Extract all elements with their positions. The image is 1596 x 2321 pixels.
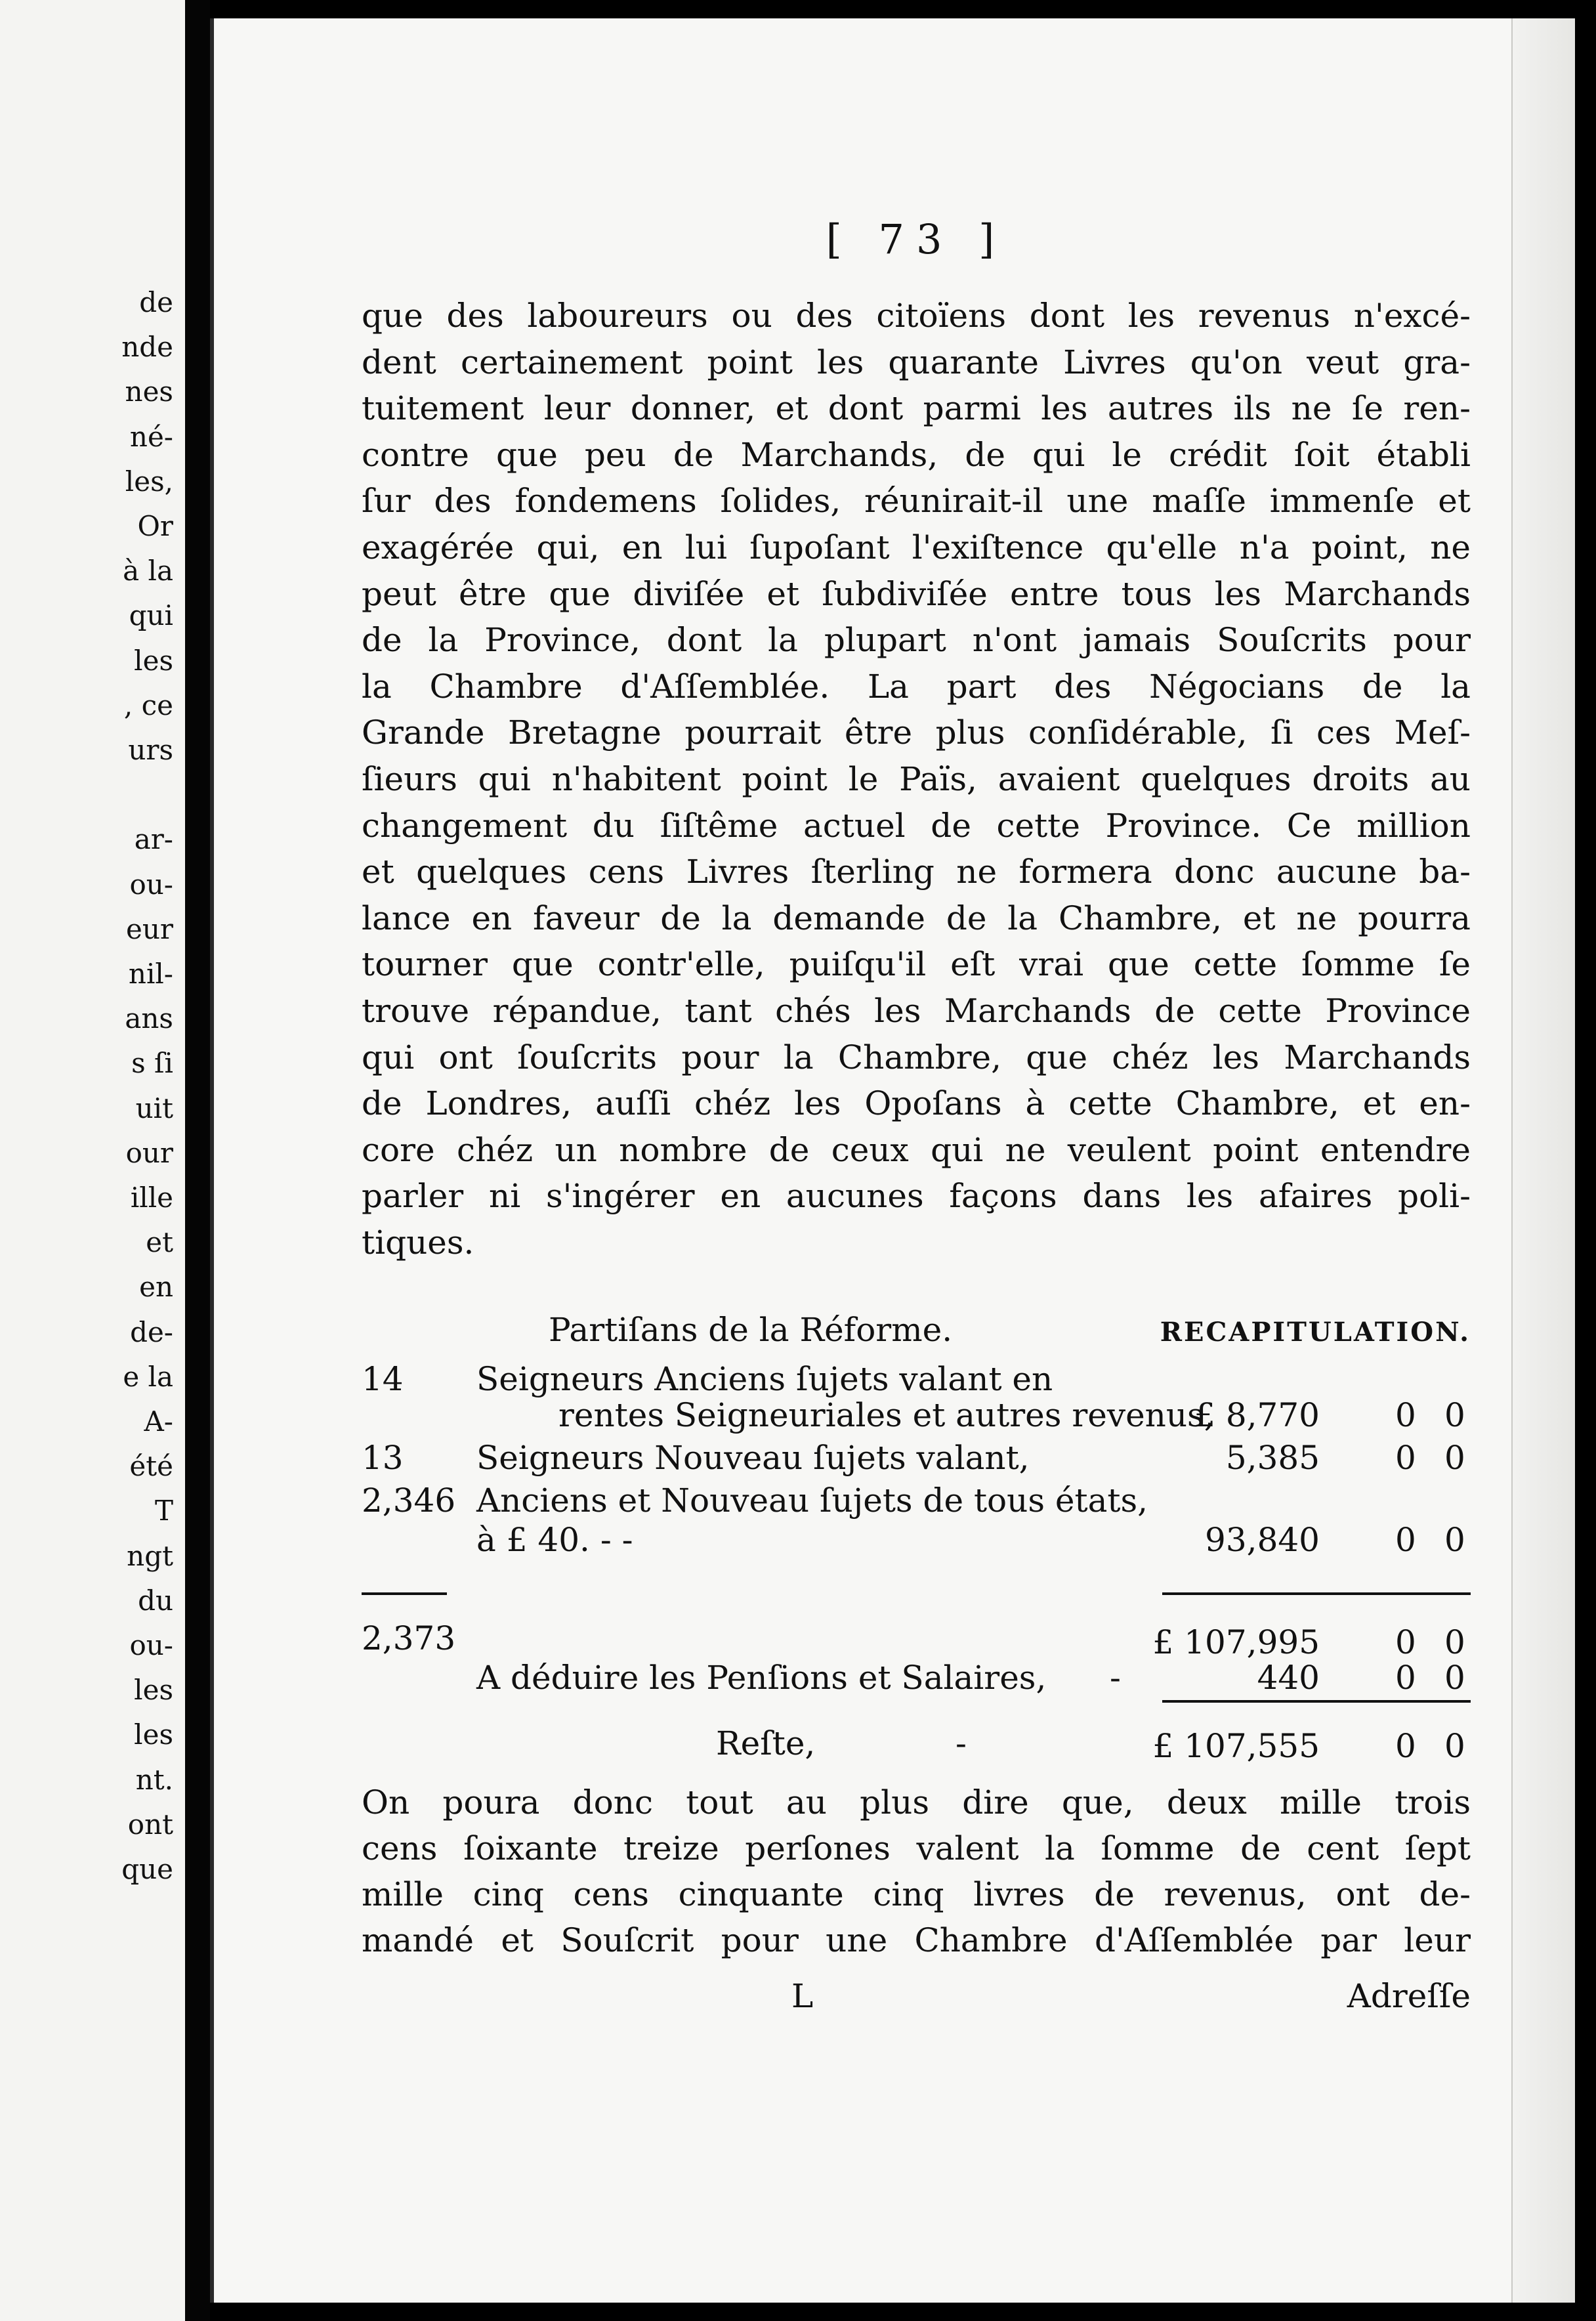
left-facing-page [0, 0, 185, 2321]
page-edge [1511, 18, 1575, 2303]
left-page-fragment: en [139, 1271, 173, 1304]
rest-label: Reſte, [716, 1724, 816, 1762]
body-line: la Chambre d'Aſſemblée. La part des Négocians de la [362, 667, 1471, 706]
closing-line: On poura donc tout au plus dire que, deux mille trois [362, 1783, 1471, 1821]
left-page-fragment: our [125, 1136, 173, 1169]
body-line: que des laboureurs ou des citoïens dont les revenus n'excé- [362, 297, 1471, 335]
left-page-fragment: été [129, 1450, 173, 1483]
left-page-fragment: nes [125, 375, 173, 408]
left-page-fragment: s ſi [131, 1047, 173, 1080]
row-shillings: 0 [1395, 1439, 1416, 1477]
row-count: 2,346 [362, 1481, 456, 1520]
row-shillings: 0 [1395, 1396, 1416, 1434]
left-page-fragment: ngt [127, 1539, 173, 1572]
total-amount: £ 107,995 [1152, 1623, 1320, 1661]
count-rule [362, 1592, 447, 1595]
left-page-fragment: les [134, 644, 173, 677]
left-page-fragment: les [134, 1674, 173, 1707]
left-page-fragment: ille [130, 1182, 173, 1214]
table-heading-right: RECAPITULATION. [1160, 1317, 1471, 1348]
deduct-dash: - [1110, 1659, 1121, 1697]
left-page-fragment: e la [123, 1360, 173, 1393]
body-line: de Londres, auſſi chéz les Opoſans à cette Chambre, et en- [362, 1084, 1471, 1123]
row-label: à £ 40. - - [476, 1521, 633, 1559]
left-page-fragment: nil- [128, 958, 173, 990]
closing-line: mille cinq cens cinquante cinq livres de revenus, ont de- [362, 1875, 1471, 1913]
left-page-fragment: Or [137, 510, 173, 542]
row-amount: 93,840 [1205, 1521, 1320, 1559]
row-label: Anciens et Nouveau ſujets de tous états, [476, 1481, 1148, 1520]
left-page-fragment: né- [129, 420, 173, 453]
left-page-fragment: qui [129, 599, 173, 632]
row-label: Seigneurs Nouveau ſujets valant, [476, 1439, 1030, 1477]
closing-line: mandé et Souſcrit pour une Chambre d'Aſſemblée par leur [362, 1921, 1471, 1959]
left-page-fragment: nt. [135, 1763, 173, 1796]
body-line: tuitement leur donner, et dont parmi les autres ils ne ſe ren- [362, 389, 1471, 428]
left-page-fragment: de- [130, 1315, 173, 1348]
body-line: peut être que diviſée et ſubdiviſée entre tous les Marchands [362, 574, 1471, 613]
row-pence: 0 [1444, 1396, 1465, 1434]
row-count: 13 [362, 1439, 404, 1477]
deduct-shillings: 0 [1395, 1659, 1416, 1697]
body-line: ſur des fondemens ſolides, réunirait-il une maſſe immenſe et [362, 482, 1471, 521]
left-page-fragment: ou- [129, 868, 173, 901]
page-number: [ 73 ] [826, 215, 1007, 263]
body-line: trouve répandue, tant chés les Marchands de cette Province [362, 992, 1471, 1030]
catchword: Adreſſe [1347, 1977, 1471, 2015]
closing-line: cens ſoixante treize perſones valent la ſomme de cent ſept [362, 1829, 1471, 1867]
left-page-fragment: et [146, 1226, 173, 1259]
body-line: de la Province, dont la plupart n'ont jamais Souſcrits pour [362, 621, 1471, 660]
rest-amount: £ 107,555 [1152, 1727, 1320, 1765]
row-pence: 0 [1444, 1439, 1465, 1477]
deduct-amount: 440 [1257, 1659, 1320, 1697]
body-line: tourner que contr'elle, puiſqu'il eſt vrai que cette ſomme ſe [362, 945, 1471, 984]
book-gutter [185, 0, 210, 2321]
left-page-fragment: à la [123, 555, 173, 587]
total-pence: 0 [1444, 1623, 1465, 1661]
left-page-fragment: de [139, 286, 173, 318]
body-line: contre que peu de Marchands, de qui le crédit ſoit établi [362, 435, 1471, 474]
left-page-fragment: les [134, 1718, 173, 1751]
signature-mark: L [791, 1977, 814, 2015]
body-line: qui ont ſouſcrits pour la Chambre, que chéz les Marchands [362, 1038, 1471, 1076]
row-label: Seigneurs Anciens ſujets valant en [476, 1360, 1053, 1398]
table-heading-left: Partiſans de la Réforme. [549, 1311, 953, 1349]
body-line: et quelques cens Livres ſterling ne formera donc aucune ba- [362, 853, 1471, 891]
left-page-fragment: ont [127, 1808, 173, 1841]
left-page-fragment: ans [125, 1002, 173, 1035]
row-pence: 0 [1444, 1521, 1465, 1559]
body-line: ſieurs qui n'habitent point le Païs, avaient quelques droits au [362, 760, 1471, 798]
total-count: 2,373 [362, 1619, 456, 1657]
rest-shillings: 0 [1395, 1727, 1416, 1765]
left-page-fragment: uit [135, 1092, 173, 1124]
body-line: core chéz un nombre de ceux qui ne veulent point entendre [362, 1130, 1471, 1169]
left-page-fragment: les, [125, 465, 173, 498]
left-page-fragment: urs [128, 734, 173, 766]
sum-rule [1162, 1592, 1471, 1595]
left-page-fragment: du [138, 1584, 173, 1617]
body-line: Grande Bretagne pourrait être plus conſidérable, ſi ces Meſ- [362, 713, 1471, 752]
deduct-label: A déduire les Penſions et Salaires, [476, 1659, 1047, 1697]
body-line: lance en faveur de la demande de la Chambre, et ne pourra [362, 899, 1471, 937]
left-page-fragment: , ce [123, 689, 173, 721]
row-label: rentes Seigneuriales et autres revenus, [558, 1396, 1215, 1434]
rest-pence: 0 [1444, 1727, 1465, 1765]
rest-rule [1162, 1700, 1471, 1703]
body-line: dent certainement point les quarante Livres qu'on veut gra- [362, 343, 1471, 381]
rest-dash: - [956, 1724, 967, 1762]
body-line: changement du ſiſtême actuel de cette Province. Ce million [362, 806, 1471, 845]
left-page-fragment: T [154, 1495, 173, 1527]
total-shillings: 0 [1395, 1623, 1416, 1661]
page [210, 18, 1575, 2303]
left-page-fragment: ou- [129, 1629, 173, 1661]
left-page-fragment: A- [144, 1405, 173, 1437]
row-amount: £ 8,770 [1194, 1396, 1320, 1434]
deduct-pence: 0 [1444, 1659, 1465, 1697]
left-page-fragment: nde [121, 331, 173, 364]
row-amount: 5,385 [1225, 1439, 1320, 1477]
body-line: tiques. [362, 1224, 474, 1262]
left-page-fragment: eur [126, 912, 173, 945]
body-line: parler ni s'ingérer en aucunes façons dans les afaires poli- [362, 1177, 1471, 1216]
left-page-fragment: que [121, 1853, 173, 1885]
row-shillings: 0 [1395, 1521, 1416, 1559]
left-page-fragment: ar- [134, 823, 173, 856]
row-count: 14 [362, 1360, 404, 1398]
body-line: exagérée qui, en lui ſupoſant l'exiſtence qu'elle n'a point, ne [362, 528, 1471, 566]
